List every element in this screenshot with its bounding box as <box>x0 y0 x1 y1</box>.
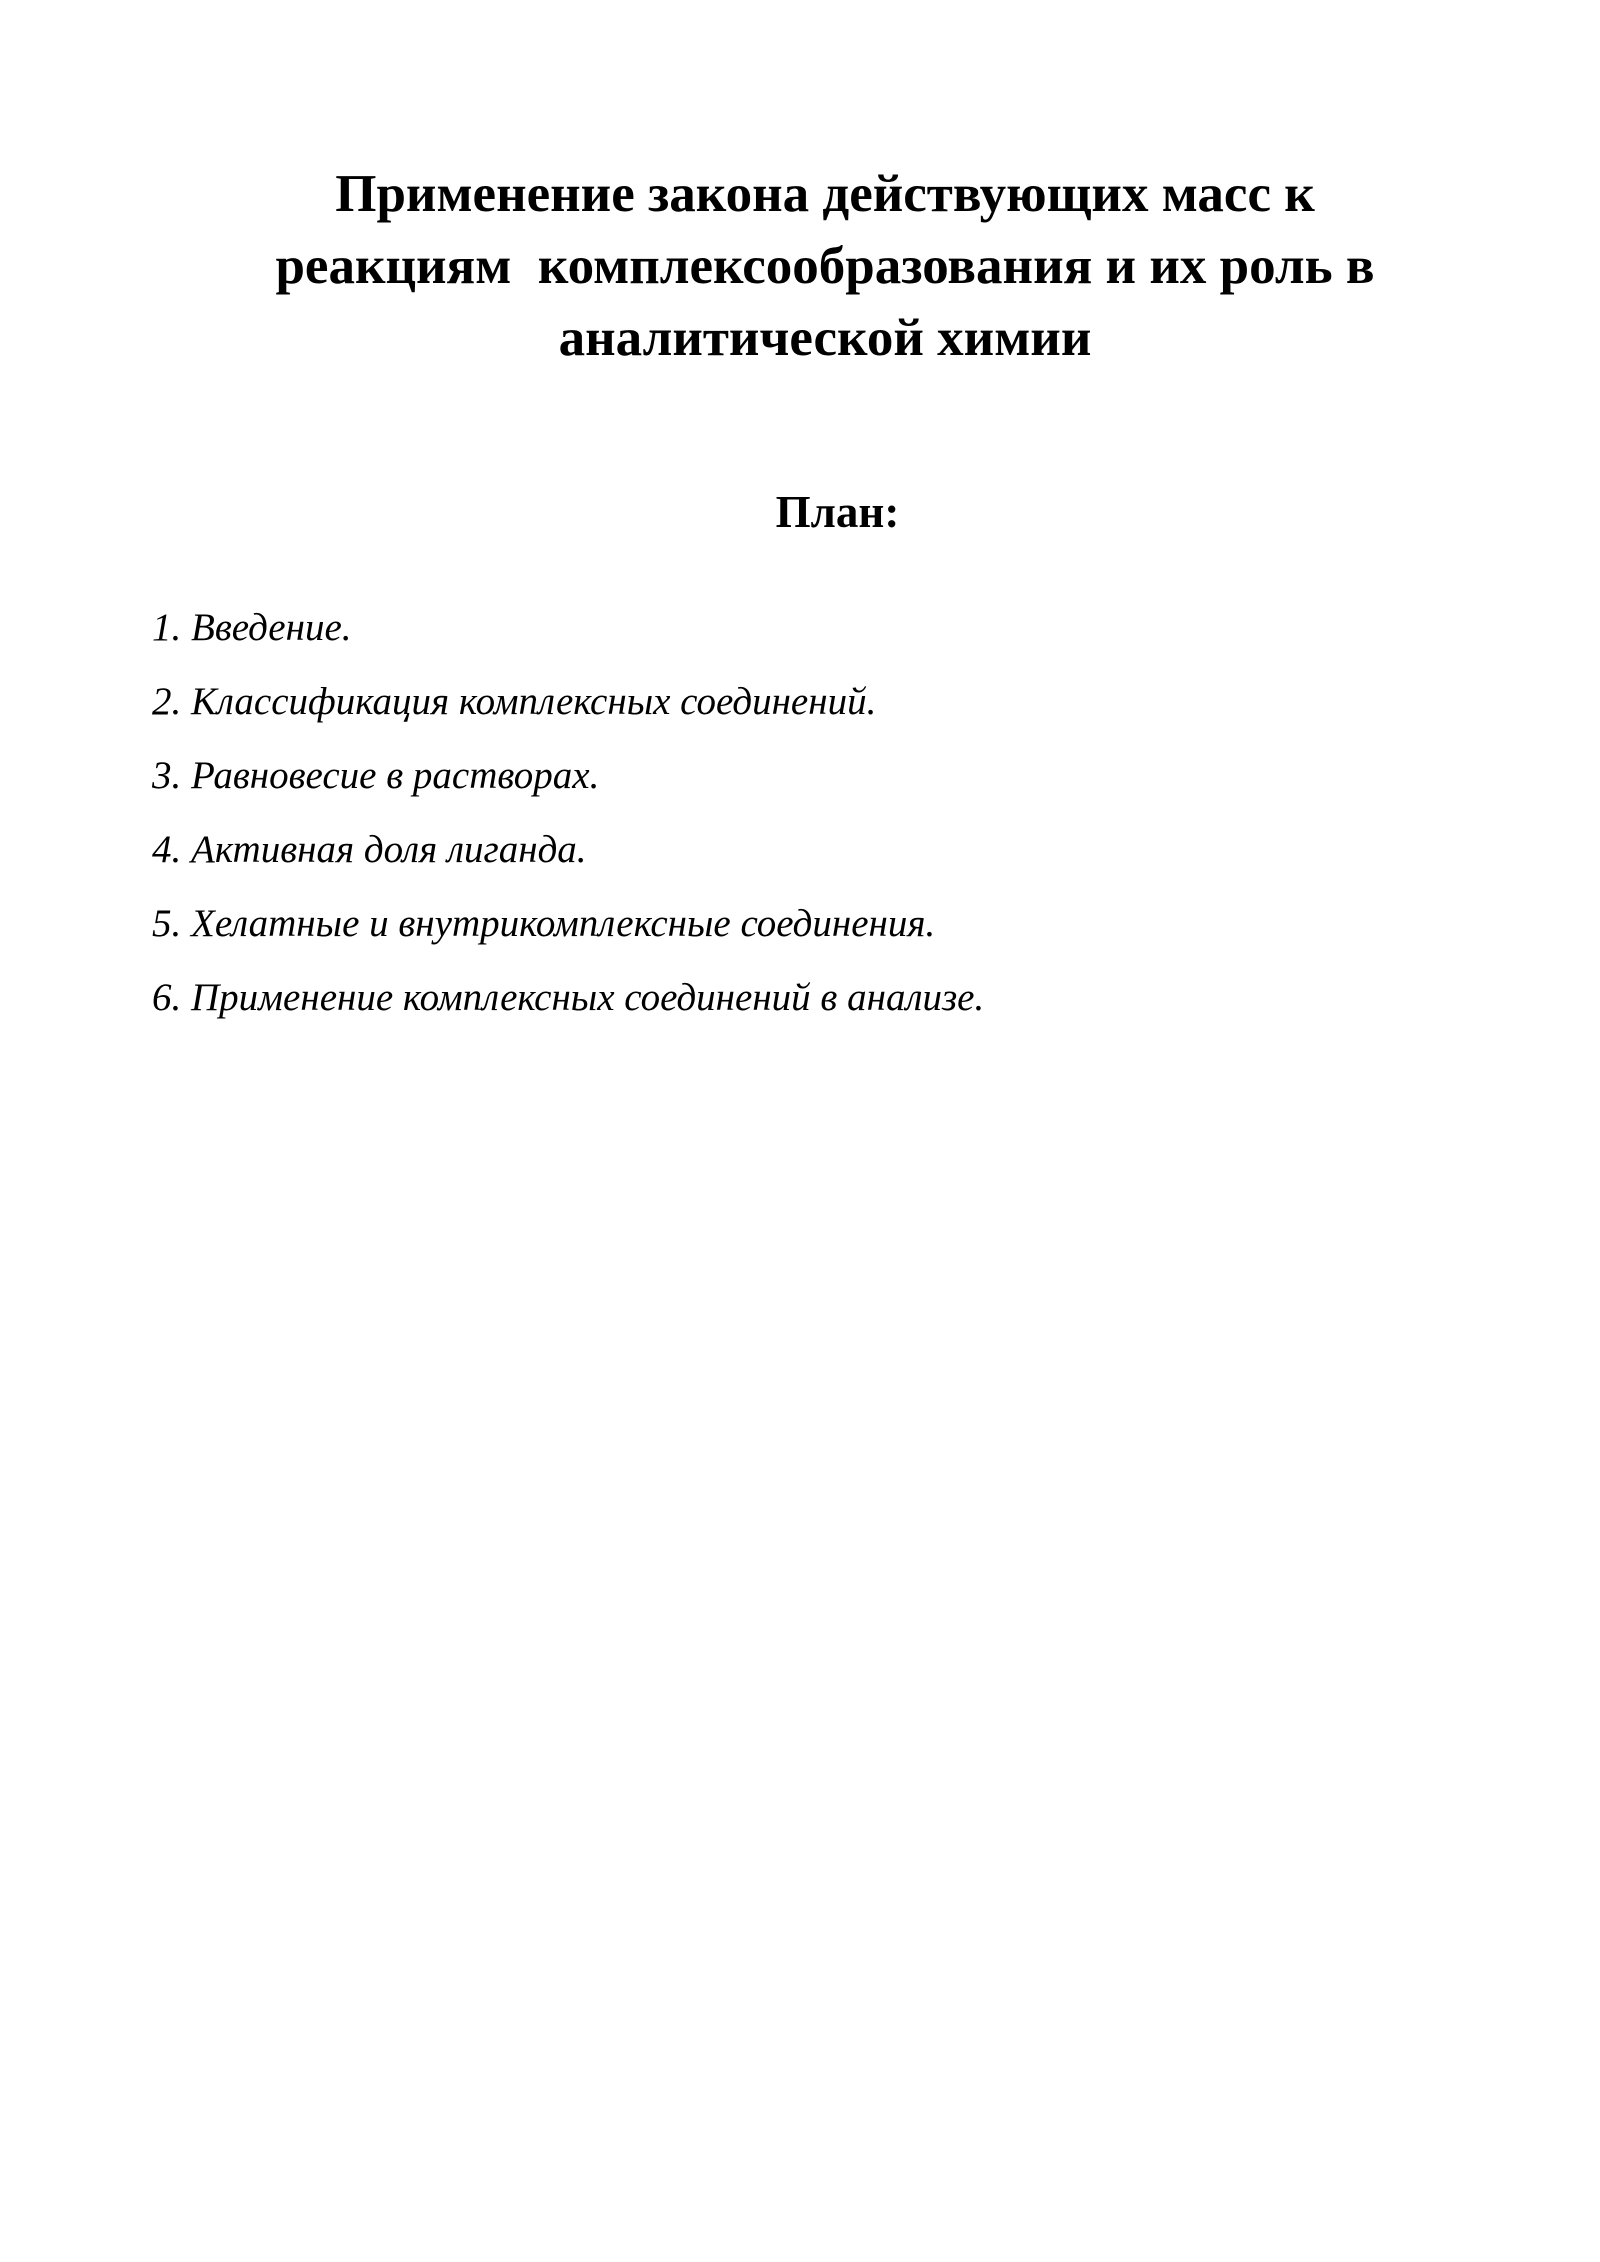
plan-item: 3. Равновесие в растворах. <box>152 754 600 797</box>
plan-item: 4. Активная доля лиганда. <box>152 828 587 871</box>
title-line: реакциям комплексообразования и их роль в <box>275 237 1375 295</box>
plan-item: 6. Применение комплексных соединений в анализе. <box>152 976 985 1019</box>
title-line: Применение закона действующих масс к <box>335 165 1315 223</box>
document-title <box>150 158 1500 374</box>
title-line: аналитической химии <box>558 309 1092 367</box>
plan-heading: План: <box>775 487 900 537</box>
plan-item: 2. Классификация комплексных соединений. <box>152 680 877 723</box>
plan-item: 5. Хелатные и внутрикомплексные соединения. <box>152 902 936 945</box>
plan-item: 1. Введение. <box>152 606 352 649</box>
plan-list <box>152 604 984 1048</box>
